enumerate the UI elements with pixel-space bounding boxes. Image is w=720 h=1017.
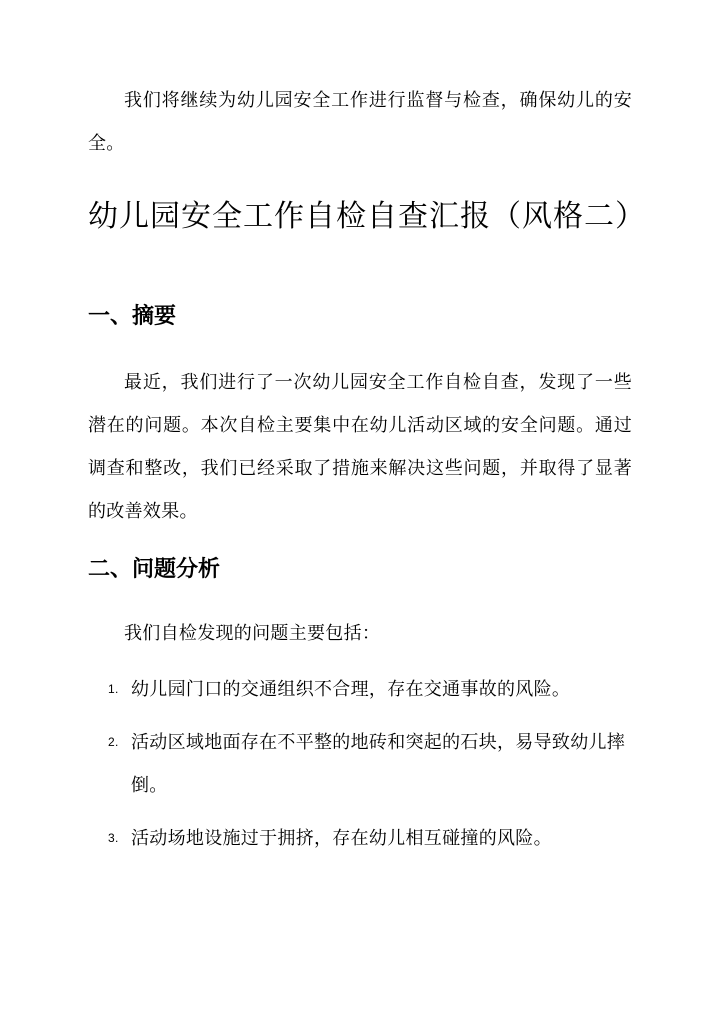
problem-intro-paragraph: 我们自检发现的问题主要包括： (124, 623, 381, 644)
document-title: 幼儿园安全工作自检自查汇报（风格二） (88, 199, 646, 234)
problem-list (88, 668, 632, 860)
list-item-number: 3. (108, 831, 119, 845)
list-item (88, 721, 632, 807)
summary-paragraph: 最近，我们进行了一次幼儿园安全工作自检自查，发现了一些潜在的问题。本次自检主要集中在幼儿活动区域的安全问题。通过调查和整改，我们已经采取了措施来解决这些问题，并取得了显著的改善效果。 (88, 372, 632, 522)
list-item-number: 2. (108, 735, 119, 749)
list-item-text: 活动场地设施过于拥挤，存在幼儿相互碰撞的风险。 (131, 828, 552, 849)
list-item-text: 活动区域地面存在不平整的地砖和突起的石块，易导致幼儿摔倒。 (131, 732, 626, 796)
section-heading-problem-analysis: 二、问题分析 (88, 557, 221, 582)
list-item (88, 668, 632, 711)
intro-paragraph: 我们将继续为幼儿园安全工作进行监督与检查，确保幼儿的安全。 (88, 90, 632, 154)
list-item-number: 1. (108, 682, 119, 696)
list-item (88, 817, 632, 860)
section-heading-summary: 一、摘要 (88, 304, 177, 329)
list-item-text: 幼儿园门口的交通组织不合理，存在交通事故的风险。 (131, 679, 571, 700)
